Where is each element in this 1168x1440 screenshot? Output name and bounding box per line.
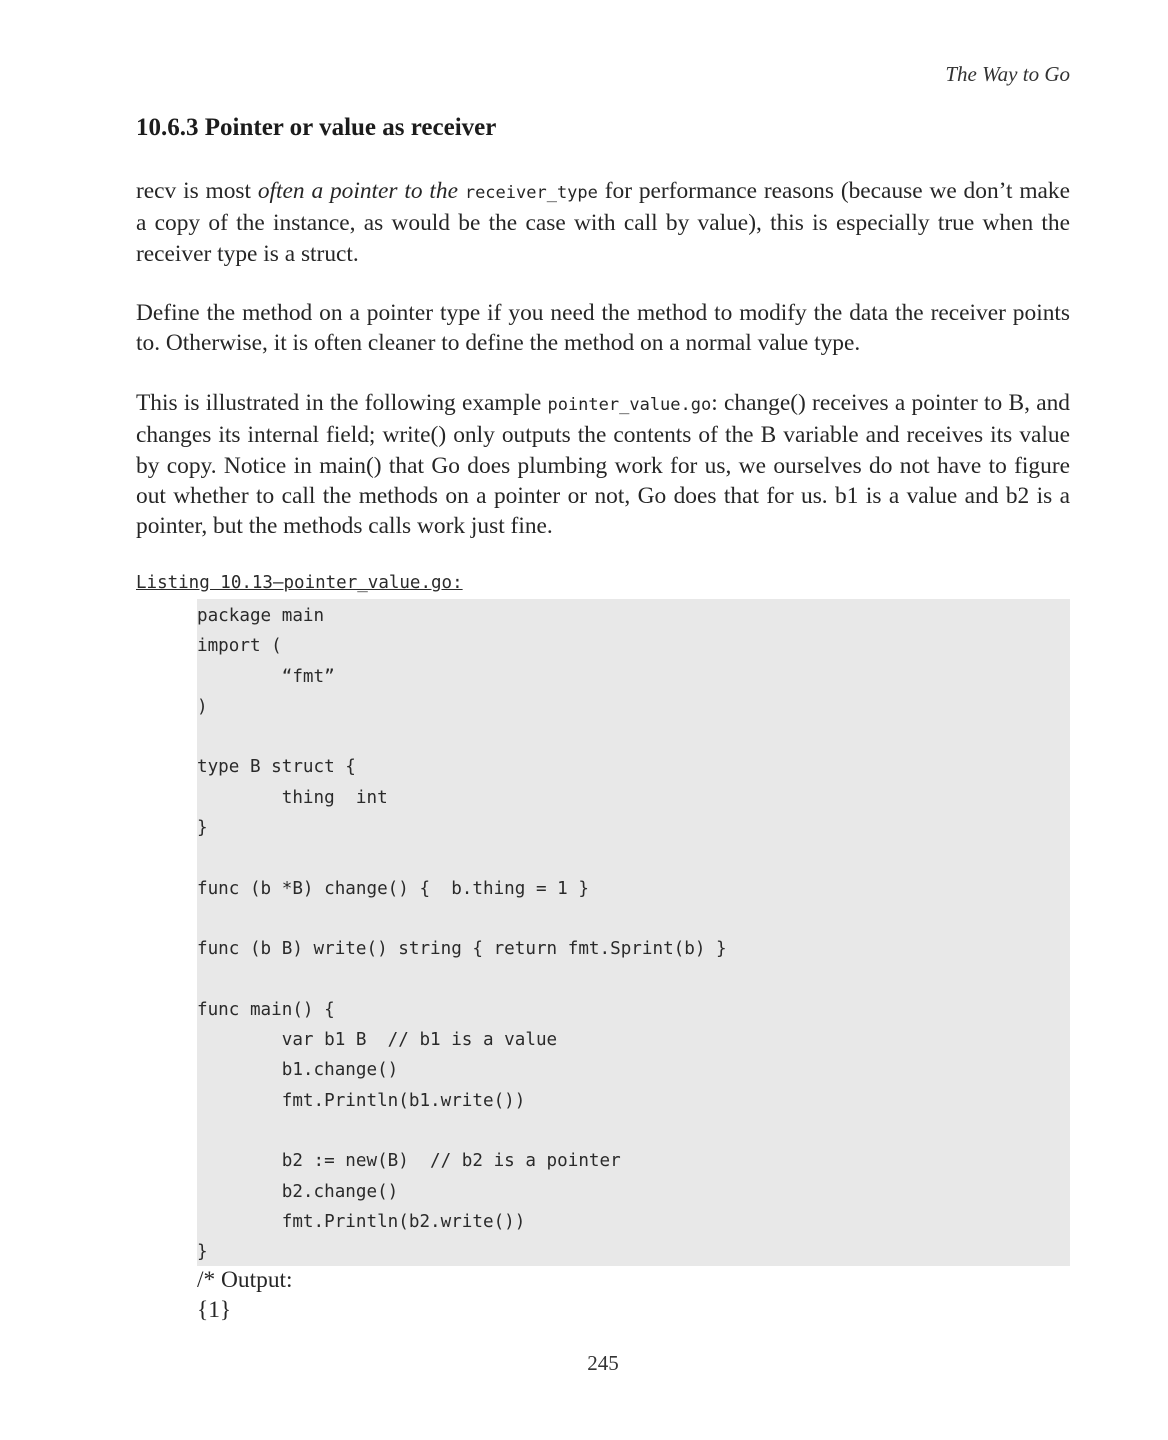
output-line: /* Output: bbox=[197, 1267, 293, 1293]
code-line bbox=[197, 904, 1070, 934]
code-line: func main() { bbox=[197, 999, 335, 1020]
code-line: b2.change() bbox=[197, 1181, 399, 1202]
code-line: func (b B) write() string { return fmt.Sprint(b) } bbox=[197, 939, 727, 960]
paragraph-example-intro bbox=[136, 388, 1070, 541]
code-line bbox=[197, 1116, 1070, 1146]
paragraph-text: : change() receives a pointer to B, and changes its internal field; write() only outputs the contents of the B variable and receives its value by copy. Notice in main() that Go does plumbing work for us, we ourselves do not have to figure out whether to call the methods on a pointer or not, Go does that for us. b1 is a value and b2 is a pointer, but the methods calls work just fine. bbox=[136, 390, 1070, 540]
paragraph-text: This is illustrated in the following example bbox=[136, 390, 548, 416]
code-line bbox=[197, 965, 1070, 995]
paragraph-italic-text: often a pointer to the bbox=[257, 178, 458, 204]
section-heading: 10.6.3 Pointer or value as receiver bbox=[136, 114, 497, 141]
paragraph-receiver-pointer bbox=[136, 176, 1070, 269]
code-line: “fmt” bbox=[197, 666, 335, 687]
code-line: import ( bbox=[197, 636, 282, 657]
code-line: fmt.Println(b1.write()) bbox=[197, 1090, 526, 1111]
code-line: b2 := new(B) // b2 is a pointer bbox=[197, 1151, 621, 1172]
paragraph-pointer-method bbox=[136, 298, 1070, 359]
code-line bbox=[197, 843, 1070, 873]
code-line: type B struct { bbox=[197, 757, 356, 778]
code-line: var b1 B // b1 is a value bbox=[197, 1030, 558, 1051]
listing-caption: Listing 10.13—pointer_value.go: bbox=[136, 573, 463, 593]
paragraph-text: recv is most bbox=[136, 178, 258, 204]
paragraph-text: for performance reasons (because we don’t make a copy of the instance, as would be the case with call by value), this is especially true when the receiver type is a struct. bbox=[136, 178, 1070, 267]
inline-code-filename: pointer_value.go bbox=[547, 395, 712, 415]
code-line: } bbox=[197, 1242, 208, 1263]
output-block bbox=[197, 1265, 293, 1326]
code-line: b1.change() bbox=[197, 1060, 399, 1081]
running-header: The Way to Go bbox=[945, 62, 1070, 86]
output-line: {1} bbox=[197, 1297, 232, 1324]
code-line: fmt.Println(b2.write()) bbox=[197, 1211, 526, 1232]
code-listing bbox=[197, 601, 1070, 1268]
code-line: package main bbox=[197, 606, 325, 626]
code-line: } bbox=[197, 818, 208, 839]
code-line bbox=[197, 722, 1070, 752]
code-line: func (b *B) change() { b.thing = 1 } bbox=[197, 878, 589, 899]
inline-code-receiver-type: receiver_type bbox=[464, 183, 598, 203]
code-line: thing int bbox=[197, 787, 388, 808]
code-line: ) bbox=[197, 696, 208, 717]
page-number: 245 bbox=[587, 1351, 619, 1375]
paragraph-text: Define the method on a pointer type if you need the method to modify the data the receiver points to. Otherwise, it is often cleaner to define the method on a normal value type. bbox=[136, 300, 1070, 357]
